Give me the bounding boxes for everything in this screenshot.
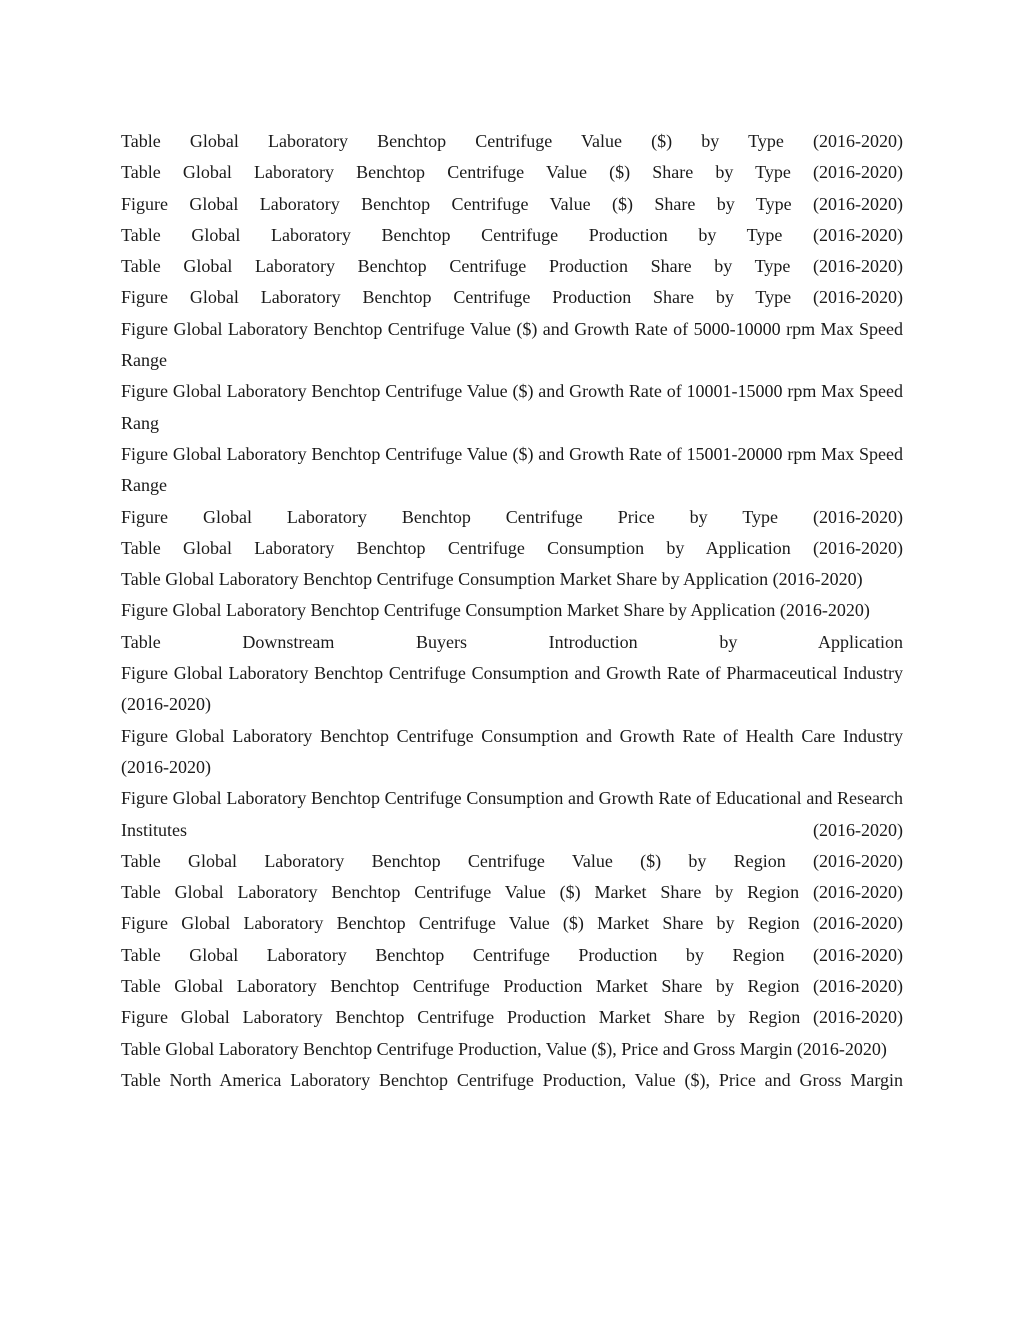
list-item: Table Downstream Buyers Introduction by Application [121,631,903,652]
list-item: Figure Global Laboratory Benchtop Centrifuge Production Market Share by Region (2016-2020) [121,1007,903,1028]
list-item: Figure Global Laboratory Benchtop Centrifuge Value ($) Share by Type (2016-2020) [121,193,903,214]
list-item: Figure Global Laboratory Benchtop Centrifuge Consumption Market Share by Application (2016-2020) [121,600,870,621]
list-item: Figure Global Laboratory Benchtop Centrifuge Consumption and Growth Rate of Health Care Industry (2016-2020) [121,725,903,777]
list-item: Figure Global Laboratory Benchtop Centrifuge Value ($) and Growth Rate of 5000-10000 rpm Max Speed Range [121,318,903,371]
list-item: Figure Global Laboratory Benchtop Centrifuge Consumption and Growth Rate of Pharmaceutical Industry (2016-2020) [121,663,903,715]
list-item: Table Global Laboratory Benchtop Centrifuge Production by Region (2016-2020) [121,944,903,965]
list-item: Table Global Laboratory Benchtop Centrifuge Value ($) Market Share by Region (2016-2020) [121,882,903,903]
list-item: Figure Global Laboratory Benchtop Centrifuge Value ($) and Growth Rate of 15001-20000 rpm Max Speed Range [121,443,903,496]
list-item: Table Global Laboratory Benchtop Centrifuge Production Market Share by Region (2016-2020) [121,976,903,997]
list-item: Figure Global Laboratory Benchtop Centrifuge Value ($) and Growth Rate of 10001-15000 rpm Max Speed Rang [121,381,903,433]
list-item: Table Global Laboratory Benchtop Centrifuge Consumption Market Share by Application (2016-2020) [121,569,863,590]
list-item: Table Global Laboratory Benchtop Centrifuge Value ($) by Region (2016-2020) [121,850,903,871]
list-of-tables-and-figures [121,126,903,1096]
list-item: Table Global Laboratory Benchtop Centrifuge Consumption by Application (2016-2020) [121,537,903,558]
list-item: Figure Global Laboratory Benchtop Centrifuge Consumption and Growth Rate of Educational and Research Institutes (2016-2020) [121,788,903,840]
list-item: Table Global Laboratory Benchtop Centrifuge Production by Type (2016-2020) [121,224,903,245]
list-item: Figure Global Laboratory Benchtop Centrifuge Production Share by Type (2016-2020) [121,287,903,308]
list-item: Table Global Laboratory Benchtop Centrifuge Value ($) Share by Type (2016-2020) [121,162,903,183]
list-item: Figure Global Laboratory Benchtop Centrifuge Value ($) Market Share by Region (2016-2020) [121,913,903,934]
list-item: Table Global Laboratory Benchtop Centrifuge Production Share by Type (2016-2020) [121,256,903,277]
list-item: Table Global Laboratory Benchtop Centrifuge Production, Value ($), Price and Gross Margin (2016-2020) [121,1038,887,1059]
list-item: Table Global Laboratory Benchtop Centrifuge Value ($) by Type (2016-2020) [121,131,903,151]
list-item: Table North America Laboratory Benchtop Centrifuge Production, Value ($), Price and Gross Margin [121,1069,903,1090]
list-item: Figure Global Laboratory Benchtop Centrifuge Price by Type (2016-2020) [121,506,903,527]
